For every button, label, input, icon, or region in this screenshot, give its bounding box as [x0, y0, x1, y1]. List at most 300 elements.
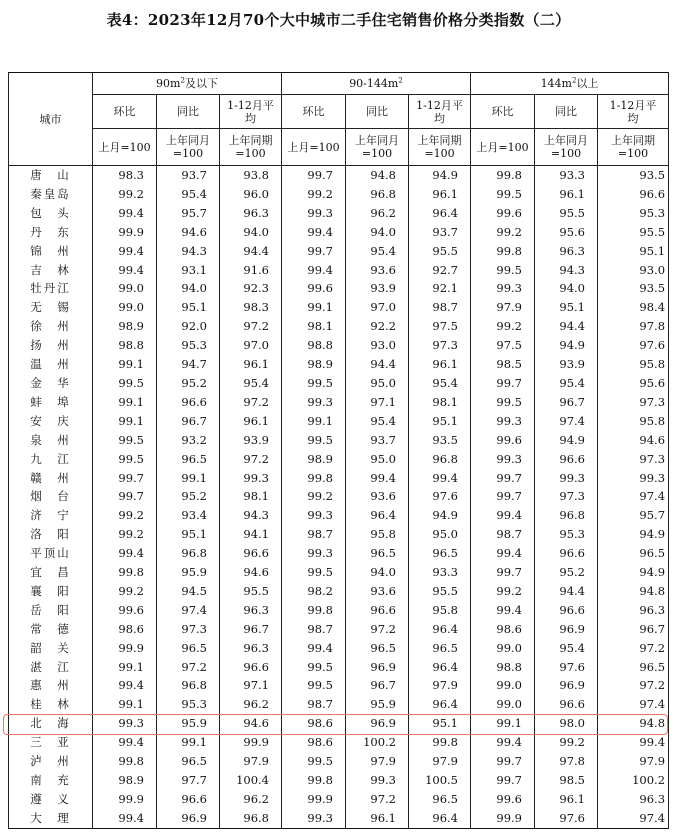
index-value: 96.2	[220, 695, 282, 714]
index-value: 97.3	[157, 620, 220, 639]
index-value: 97.1	[220, 676, 282, 695]
index-value: 93.9	[535, 355, 598, 374]
group-header-base: 90m	[156, 77, 181, 90]
index-value: 93.8	[220, 166, 282, 185]
city-name: 大 理	[9, 809, 93, 828]
index-value: 96.5	[409, 790, 471, 809]
index-value: 95.1	[157, 525, 220, 544]
table-row	[9, 166, 669, 185]
table-row	[9, 374, 669, 393]
index-value: 95.0	[346, 450, 409, 469]
index-value: 94.8	[598, 714, 669, 733]
index-value: 100.2	[346, 733, 409, 752]
index-value: 95.1	[409, 714, 471, 733]
index-value: 99.2	[471, 582, 535, 601]
index-value: 97.8	[598, 317, 669, 336]
metric-label-line1: 同比	[177, 105, 199, 118]
index-value: 97.6	[535, 658, 598, 677]
index-value: 97.0	[220, 336, 282, 355]
index-value: 95.0	[409, 525, 471, 544]
metric-label-line2: 均	[434, 111, 445, 125]
table-row	[9, 431, 669, 450]
base-header	[535, 129, 598, 166]
index-value: 99.4	[93, 242, 157, 261]
index-value: 96.7	[535, 393, 598, 412]
index-value: 99.7	[471, 771, 535, 790]
index-value: 99.8	[282, 771, 346, 790]
city-name: 徐 州	[9, 317, 93, 336]
index-value: 97.2	[346, 620, 409, 639]
index-value: 97.3	[409, 336, 471, 355]
index-value: 93.6	[346, 487, 409, 506]
index-value: 98.7	[471, 525, 535, 544]
index-value: 94.3	[157, 242, 220, 261]
index-value: 98.3	[93, 166, 157, 185]
index-value: 99.3	[535, 469, 598, 488]
table-row	[9, 582, 669, 601]
index-value: 94.9	[535, 336, 598, 355]
index-value: 95.1	[535, 298, 598, 317]
city-name: 襄 阳	[9, 582, 93, 601]
index-value: 96.5	[409, 544, 471, 563]
index-value: 93.7	[157, 166, 220, 185]
index-value: 99.4	[471, 544, 535, 563]
index-value: 99.4	[471, 733, 535, 752]
table-row	[9, 695, 669, 714]
index-value: 96.9	[346, 658, 409, 677]
index-value: 99.0	[471, 695, 535, 714]
city-name: 赣 州	[9, 469, 93, 488]
index-value: 95.5	[409, 242, 471, 261]
table-row	[9, 317, 669, 336]
index-value: 95.8	[598, 355, 669, 374]
index-value: 98.6	[93, 620, 157, 639]
header-row-groups	[9, 73, 669, 95]
index-value: 98.1	[220, 487, 282, 506]
index-value: 92.0	[157, 317, 220, 336]
index-value: 96.5	[346, 639, 409, 658]
index-value: 97.9	[598, 752, 669, 771]
index-value: 100.2	[598, 771, 669, 790]
city-name: 金 华	[9, 374, 93, 393]
table-row	[9, 298, 669, 317]
index-value: 99.1	[93, 658, 157, 677]
index-value: 96.5	[157, 639, 220, 658]
index-value: 98.8	[93, 336, 157, 355]
index-value: 94.9	[535, 431, 598, 450]
index-value: 97.5	[409, 317, 471, 336]
base-label-line1: 上年同月	[544, 134, 588, 147]
index-value: 99.2	[93, 506, 157, 525]
index-value: 98.1	[409, 393, 471, 412]
index-value: 93.2	[157, 431, 220, 450]
metric-header	[157, 95, 220, 129]
index-value: 95.5	[598, 223, 669, 242]
index-value: 96.7	[598, 620, 669, 639]
city-name: 常 德	[9, 620, 93, 639]
table-header	[9, 73, 669, 166]
index-value: 94.9	[409, 166, 471, 185]
index-value: 99.3	[598, 469, 669, 488]
index-value: 99.7	[471, 563, 535, 582]
index-value: 93.0	[346, 336, 409, 355]
group-header-suffix: 以上	[576, 77, 599, 90]
index-value: 96.5	[598, 544, 669, 563]
group-header-sup: 2	[180, 76, 185, 85]
index-value: 99.4	[93, 809, 157, 828]
metric-label-line1: 环比	[302, 105, 325, 118]
index-value: 98.7	[282, 695, 346, 714]
index-value: 95.2	[157, 374, 220, 393]
index-value: 94.9	[598, 563, 669, 582]
city-header: 城市	[9, 73, 93, 166]
index-value: 98.7	[282, 525, 346, 544]
index-value: 94.1	[220, 525, 282, 544]
index-value: 95.7	[598, 506, 669, 525]
table-title: 表4：2023年12月70个大中城市二手住宅销售价格分类指数（二）	[106, 11, 571, 29]
index-value: 97.4	[598, 695, 669, 714]
index-value: 95.8	[409, 601, 471, 620]
index-value: 96.6	[346, 601, 409, 620]
city-name: 烟 台	[9, 487, 93, 506]
index-value: 94.8	[598, 582, 669, 601]
group-header-suffix: 及以下	[184, 77, 218, 90]
index-value: 99.8	[282, 469, 346, 488]
base-label-line1: 上月=100	[287, 140, 340, 154]
index-value: 95.0	[346, 374, 409, 393]
table-row	[9, 639, 669, 658]
table-row	[9, 506, 669, 525]
group-header	[471, 73, 669, 95]
index-value: 97.9	[409, 676, 471, 695]
index-value: 98.6	[471, 620, 535, 639]
table-row	[9, 393, 669, 412]
index-value: 99.2	[471, 223, 535, 242]
metric-header	[282, 95, 346, 129]
index-value: 92.2	[346, 317, 409, 336]
base-label-line2: =100	[172, 147, 204, 160]
table-row	[9, 469, 669, 488]
index-value: 99.2	[471, 317, 535, 336]
index-value: 94.6	[220, 563, 282, 582]
index-value: 99.3	[282, 393, 346, 412]
index-value: 96.3	[220, 601, 282, 620]
index-value: 95.9	[346, 695, 409, 714]
base-label-line1: 上年同期	[417, 134, 462, 147]
index-value: 96.1	[346, 809, 409, 828]
index-value: 99.7	[471, 752, 535, 771]
index-value: 99.8	[93, 563, 157, 582]
group-header-base: 144m	[540, 77, 572, 90]
index-value: 99.2	[282, 185, 346, 204]
index-value: 99.4	[93, 261, 157, 280]
index-value: 96.0	[220, 185, 282, 204]
metric-label-line1: 1-12月平	[227, 98, 274, 112]
city-name: 安 庆	[9, 412, 93, 431]
index-value: 97.6	[598, 336, 669, 355]
index-value: 93.5	[598, 166, 669, 185]
city-name: 韶 关	[9, 639, 93, 658]
index-value: 99.1	[157, 469, 220, 488]
index-value: 97.9	[471, 298, 535, 317]
index-value: 96.8	[157, 544, 220, 563]
index-value: 94.3	[535, 261, 598, 280]
index-value: 93.7	[346, 431, 409, 450]
index-value: 95.4	[409, 374, 471, 393]
index-value: 99.5	[282, 676, 346, 695]
index-value: 96.8	[220, 809, 282, 828]
index-value: 97.7	[157, 771, 220, 790]
index-value: 94.0	[220, 223, 282, 242]
index-value: 99.9	[93, 223, 157, 242]
index-value: 99.5	[282, 752, 346, 771]
base-label-line1: 上年同期	[611, 134, 656, 147]
index-value: 98.7	[282, 620, 346, 639]
index-value: 99.9	[282, 790, 346, 809]
index-value: 99.5	[93, 450, 157, 469]
index-value: 99.4	[471, 506, 535, 525]
index-value: 98.4	[598, 298, 669, 317]
index-value: 97.2	[220, 393, 282, 412]
index-value: 96.1	[220, 412, 282, 431]
index-value: 95.2	[535, 563, 598, 582]
base-header	[471, 129, 535, 166]
index-value: 97.3	[598, 393, 669, 412]
index-value: 99.7	[93, 469, 157, 488]
index-value: 99.5	[471, 261, 535, 280]
index-value: 97.9	[220, 752, 282, 771]
index-value: 96.9	[157, 809, 220, 828]
index-value: 99.4	[93, 733, 157, 752]
city-name: 遵 义	[9, 790, 93, 809]
base-label-line2: =100	[424, 147, 455, 160]
metric-header	[471, 95, 535, 129]
index-value: 99.3	[471, 450, 535, 469]
city-name: 岳 阳	[9, 601, 93, 620]
index-value: 96.3	[220, 204, 282, 223]
base-header	[93, 129, 157, 166]
index-value: 99.4	[93, 676, 157, 695]
index-value: 95.6	[535, 223, 598, 242]
metric-label-line1: 同比	[555, 105, 577, 118]
index-value: 96.1	[535, 790, 598, 809]
index-value: 95.5	[535, 204, 598, 223]
base-label-line2: =100	[550, 147, 582, 160]
table-row	[9, 355, 669, 374]
index-value: 97.2	[220, 450, 282, 469]
index-value: 98.0	[535, 714, 598, 733]
table-row	[9, 336, 669, 355]
metric-header	[346, 95, 409, 129]
index-value: 99.2	[93, 525, 157, 544]
index-value: 99.6	[471, 431, 535, 450]
index-value: 96.7	[220, 620, 282, 639]
table-row	[9, 487, 669, 506]
index-value: 96.6	[598, 185, 669, 204]
index-value: 94.9	[598, 525, 669, 544]
index-value: 97.9	[409, 752, 471, 771]
index-value: 98.5	[535, 771, 598, 790]
index-value: 100.4	[220, 771, 282, 790]
index-value: 95.3	[598, 204, 669, 223]
index-value: 92.3	[220, 279, 282, 298]
index-value: 93.9	[346, 279, 409, 298]
index-value: 99.1	[93, 355, 157, 374]
city-name: 湛 江	[9, 658, 93, 677]
index-value: 99.3	[282, 809, 346, 828]
index-value: 96.5	[157, 752, 220, 771]
index-value: 99.8	[93, 752, 157, 771]
index-value: 93.3	[409, 563, 471, 582]
index-value: 96.8	[409, 450, 471, 469]
table-row	[9, 658, 669, 677]
base-header	[346, 129, 409, 166]
index-value: 98.8	[282, 336, 346, 355]
index-value: 93.5	[409, 431, 471, 450]
city-name: 吉 林	[9, 261, 93, 280]
index-value: 97.2	[220, 317, 282, 336]
index-value: 99.8	[471, 166, 535, 185]
index-value: 95.6	[598, 374, 669, 393]
header-row-bases	[9, 129, 669, 166]
index-value: 95.4	[346, 242, 409, 261]
index-value: 99.7	[93, 487, 157, 506]
city-name: 三 亚	[9, 733, 93, 752]
table-row	[9, 204, 669, 223]
index-value: 99.9	[93, 639, 157, 658]
index-value: 99.6	[471, 204, 535, 223]
index-value: 99.9	[471, 809, 535, 828]
index-value: 98.5	[471, 355, 535, 374]
index-value: 94.0	[157, 279, 220, 298]
index-value: 96.3	[220, 639, 282, 658]
index-value: 94.6	[220, 714, 282, 733]
index-value: 98.3	[220, 298, 282, 317]
index-value: 93.4	[157, 506, 220, 525]
index-value: 98.9	[93, 317, 157, 336]
index-value: 99.4	[93, 204, 157, 223]
index-value: 94.7	[157, 355, 220, 374]
city-name: 惠 州	[9, 676, 93, 695]
index-value: 99.7	[471, 469, 535, 488]
index-value: 96.9	[535, 620, 598, 639]
city-name: 丹 东	[9, 223, 93, 242]
base-header	[282, 129, 346, 166]
index-value: 96.3	[535, 242, 598, 261]
index-value: 94.4	[346, 355, 409, 374]
index-value: 94.6	[598, 431, 669, 450]
index-value: 98.1	[282, 317, 346, 336]
index-value: 97.8	[535, 752, 598, 771]
index-value: 95.4	[346, 412, 409, 431]
metric-label-line1: 1-12月平	[416, 98, 463, 112]
index-value: 99.0	[471, 639, 535, 658]
table-row	[9, 261, 669, 280]
base-label-line1: 上月=100	[98, 140, 151, 154]
base-header	[598, 129, 669, 166]
index-value: 99.3	[282, 544, 346, 563]
index-value: 95.9	[157, 563, 220, 582]
table-row	[9, 563, 669, 582]
index-value: 95.3	[157, 695, 220, 714]
metric-label-line1: 环比	[113, 105, 136, 118]
table-row	[9, 279, 669, 298]
index-value: 97.2	[157, 658, 220, 677]
city-name: 唐 山	[9, 166, 93, 185]
index-value: 99.3	[282, 506, 346, 525]
table-row	[9, 412, 669, 431]
index-value: 95.2	[157, 487, 220, 506]
index-value: 96.5	[409, 639, 471, 658]
index-value: 96.7	[157, 412, 220, 431]
index-value: 99.2	[535, 733, 598, 752]
index-value: 92.1	[409, 279, 471, 298]
metric-label-line1: 环比	[491, 105, 514, 118]
index-value: 97.4	[157, 601, 220, 620]
index-value: 99.4	[346, 469, 409, 488]
index-value: 94.5	[157, 582, 220, 601]
index-value: 97.9	[346, 752, 409, 771]
index-value: 96.4	[409, 809, 471, 828]
index-value: 96.9	[535, 676, 598, 695]
index-value: 96.3	[598, 601, 669, 620]
table-row	[9, 620, 669, 639]
index-value: 95.1	[598, 242, 669, 261]
index-value: 96.6	[535, 601, 598, 620]
metric-label-line1: 同比	[366, 105, 388, 118]
index-value: 99.6	[471, 790, 535, 809]
index-value: 99.1	[93, 412, 157, 431]
index-value: 98.9	[93, 771, 157, 790]
index-value: 96.6	[157, 393, 220, 412]
base-label-line1: 上月=100	[476, 140, 529, 154]
index-value: 99.1	[93, 393, 157, 412]
index-value: 99.0	[93, 298, 157, 317]
index-value: 98.9	[282, 450, 346, 469]
base-label-line2: =100	[617, 147, 649, 160]
index-value: 96.8	[346, 185, 409, 204]
city-name: 平顶山	[9, 544, 93, 563]
index-value: 98.6	[282, 733, 346, 752]
index-value: 99.1	[282, 412, 346, 431]
index-value: 99.5	[93, 374, 157, 393]
group-header	[282, 73, 471, 95]
base-header	[220, 129, 282, 166]
index-value: 99.3	[93, 714, 157, 733]
index-value: 99.8	[409, 733, 471, 752]
index-value: 96.4	[409, 204, 471, 223]
table-row	[9, 790, 669, 809]
index-value: 95.4	[220, 374, 282, 393]
index-value: 99.4	[282, 223, 346, 242]
index-value: 95.3	[535, 525, 598, 544]
index-value: 99.5	[471, 393, 535, 412]
index-value: 94.9	[409, 506, 471, 525]
index-value: 99.3	[220, 469, 282, 488]
city-name: 九 江	[9, 450, 93, 469]
index-value: 95.4	[157, 185, 220, 204]
base-label-line1: 上年同月	[166, 134, 210, 147]
city-name: 包 头	[9, 204, 93, 223]
table-row	[9, 544, 669, 563]
index-value: 96.4	[409, 695, 471, 714]
base-label-line2: =100	[361, 147, 393, 160]
index-value: 99.4	[409, 469, 471, 488]
city-name: 泸 州	[9, 752, 93, 771]
index-value: 99.5	[471, 185, 535, 204]
index-value: 99.3	[471, 412, 535, 431]
index-value: 92.7	[409, 261, 471, 280]
